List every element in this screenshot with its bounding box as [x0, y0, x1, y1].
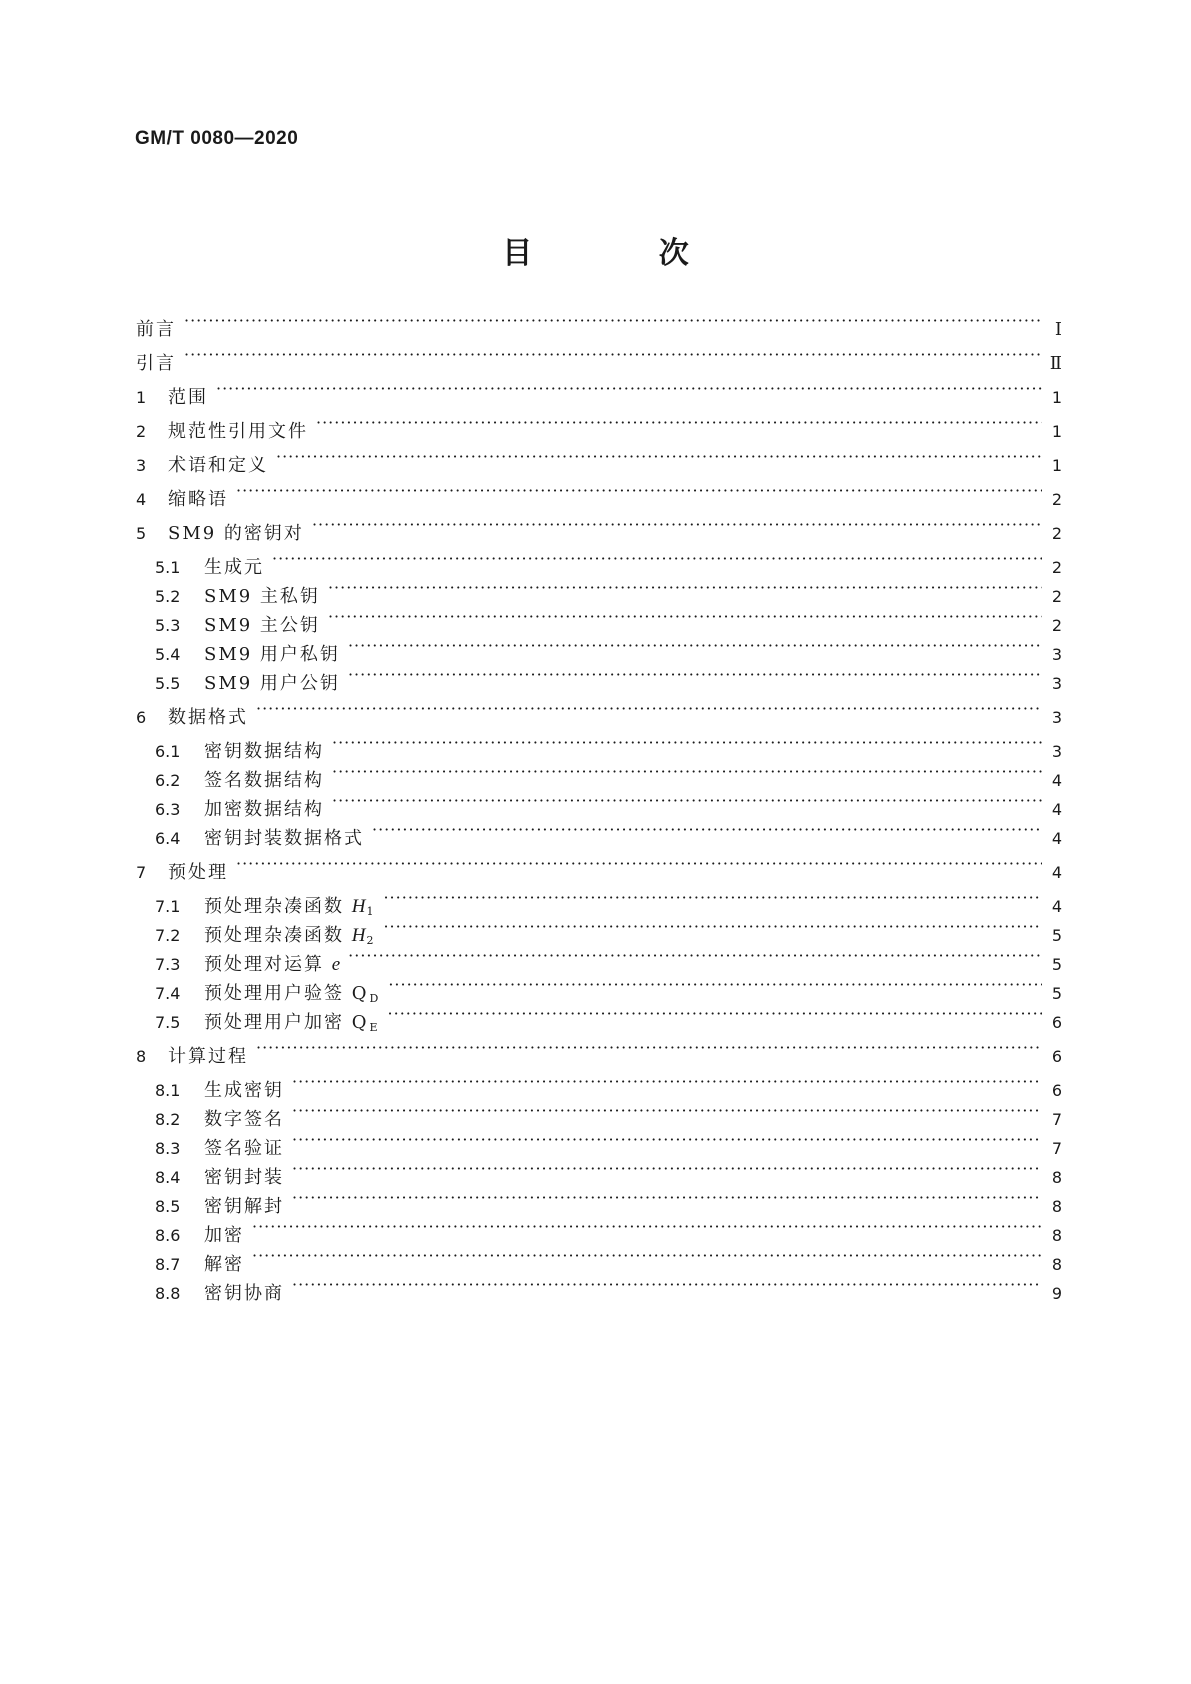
toc-entry-3[interactable] — [136, 443, 1062, 476]
toc-entry-title-text: 预处理杂凑函数 — [204, 925, 344, 946]
toc-leader-dots — [292, 1097, 1042, 1125]
toc-leader-dots — [256, 1034, 1042, 1062]
toc-entry-7-4[interactable] — [155, 971, 1062, 1005]
toc-leader-dots — [372, 816, 1042, 844]
toc-entry-title: 术语和定义 — [168, 455, 268, 476]
toc-entry-title-text: 预处理对运算 — [204, 954, 324, 975]
toc-entry-title: 生成密钥 — [204, 1080, 284, 1101]
toc-entry-title: SM9 的密钥对 — [168, 523, 304, 544]
toc-entry-page: 4 — [1051, 863, 1062, 882]
toc-leader-dots — [316, 409, 1042, 437]
toc-entry-page: 5 — [1051, 955, 1062, 974]
toc-entry-number: 8 — [136, 1047, 147, 1066]
toc-entry-number: 8.7 — [155, 1255, 181, 1274]
toc-entry-page: 2 — [1051, 558, 1062, 577]
toc-entry-title: 计算过程 — [168, 1046, 248, 1067]
toc-entry-title-text: 预处理杂凑函数 — [204, 896, 344, 917]
toc-entry-title: 密钥封装数据格式 — [204, 828, 364, 849]
toc-entry-page: 4 — [1051, 771, 1062, 790]
toc-entry-page: 2 — [1051, 587, 1062, 606]
toc-entry-page: 5 — [1051, 984, 1062, 1003]
toc-entry-page: 4 — [1051, 829, 1062, 848]
toc-entry-7-5[interactable] — [155, 1000, 1062, 1034]
toc-entry-number: 7.2 — [155, 926, 181, 945]
toc-entry-number: 5.4 — [155, 645, 181, 664]
toc-entry-page: 6 — [1051, 1081, 1062, 1100]
toc-entry-8[interactable] — [136, 1034, 1062, 1067]
toc-entry-page: 4 — [1051, 800, 1062, 819]
toc-entry-title: 解密 — [204, 1254, 244, 1275]
toc-entry-5[interactable] — [136, 511, 1062, 544]
toc-entry-1[interactable] — [136, 375, 1062, 408]
toc-entry-5-2[interactable] — [155, 574, 1062, 607]
toc-entry-number: 8.1 — [155, 1081, 181, 1100]
toc-entry-title: 生成元 — [204, 557, 264, 578]
toc-entry-title: 签名数据结构 — [204, 770, 324, 791]
toc-entry-page: 5 — [1051, 926, 1062, 945]
toc-entry-title: 数据格式 — [168, 707, 248, 728]
toc-entry-page: 3 — [1051, 708, 1062, 727]
document-code: GM/T 0080—2020 — [135, 128, 299, 149]
toc-entry-title: 签名验证 — [204, 1138, 284, 1159]
toc-leader-dots — [292, 1068, 1042, 1096]
math-subscript: E — [369, 1021, 380, 1034]
toc-leader-dots — [328, 603, 1042, 631]
toc-entry-7[interactable] — [136, 850, 1062, 883]
toc-entry-8-6[interactable] — [155, 1213, 1062, 1246]
math-symbol: H — [351, 896, 366, 917]
toc-leader-dots — [348, 942, 1042, 970]
math-symbol: Q — [351, 1012, 369, 1033]
toc-entry-title-text: 预处理用户验签 — [204, 983, 344, 1004]
toc-leader-dots — [184, 341, 1042, 369]
toc-entry-page: 2 — [1051, 616, 1062, 635]
toc-entry-page: 8 — [1051, 1226, 1062, 1245]
toc-leader-dots — [332, 787, 1042, 815]
toc-entry-number: 8.5 — [155, 1197, 181, 1216]
toc-entry-5-4[interactable] — [155, 632, 1062, 665]
toc-entry-page: 1 — [1051, 456, 1062, 475]
toc-entry-7-1[interactable] — [155, 884, 1062, 918]
toc-entry-number: 5.2 — [155, 587, 181, 606]
toc-leader-dots — [332, 758, 1042, 786]
toc-entry-8-5[interactable] — [155, 1184, 1062, 1217]
toc-entry-number: 5.3 — [155, 616, 181, 635]
math-symbol: H — [351, 925, 366, 946]
toc-entry-introduction[interactable] — [136, 341, 1062, 374]
toc-entry-page: 6 — [1051, 1013, 1062, 1032]
toc-entry-title: 密钥解封 — [204, 1196, 284, 1217]
toc-leader-dots — [276, 443, 1042, 471]
toc-leader-dots — [236, 850, 1042, 878]
toc-entry-number: 7.1 — [155, 897, 181, 916]
toc-entry-title: 加密 — [204, 1225, 244, 1246]
toc-entry-5-5[interactable] — [155, 661, 1062, 694]
toc-leader-dots — [292, 1126, 1042, 1154]
toc-leader-dots — [388, 1000, 1042, 1028]
toc-entry-title: 缩略语 — [168, 489, 228, 510]
toc-leader-dots — [184, 307, 1042, 335]
toc-entry-title: SM9 用户私钥 — [204, 644, 340, 665]
toc-entry-page: 4 — [1051, 897, 1062, 916]
toc-entry-title: 密钥协商 — [204, 1283, 284, 1304]
toc-entry-7-3[interactable] — [155, 942, 1062, 975]
toc-entry-title: 范围 — [168, 387, 208, 408]
toc-entry-number: 6.1 — [155, 742, 181, 761]
toc-entry-title: 规范性引用文件 — [168, 421, 308, 442]
toc-entry-4[interactable] — [136, 477, 1062, 510]
toc-entry-number: 7.3 — [155, 955, 181, 974]
toc-entry-number: 8.4 — [155, 1168, 181, 1187]
toc-entry-5-1[interactable] — [155, 545, 1062, 578]
toc-entry-number: 6 — [136, 708, 147, 727]
toc-entry-page: 9 — [1051, 1284, 1062, 1303]
toc-entry-page: 1 — [1051, 422, 1062, 441]
toc-entry-number: 7 — [136, 863, 147, 882]
toc-entry-page: 7 — [1051, 1110, 1062, 1129]
toc-entry-7-2[interactable] — [155, 913, 1062, 947]
toc-entry-number: 1 — [136, 388, 147, 407]
toc-leader-dots — [383, 913, 1042, 941]
toc-entry-page: 2 — [1051, 524, 1062, 543]
toc-entry-page: 3 — [1051, 645, 1062, 664]
toc-entry-6-2[interactable] — [155, 758, 1062, 791]
toc-leader-dots — [292, 1155, 1042, 1183]
toc-entry-number: 8.8 — [155, 1284, 181, 1303]
toc-entry-8-7[interactable] — [155, 1242, 1062, 1275]
toc-entry-page: 7 — [1051, 1139, 1062, 1158]
toc-entry-title: 预处理 — [168, 862, 228, 883]
toc-entry-page: 8 — [1051, 1255, 1062, 1274]
toc-entry-title: SM9 用户公钥 — [204, 673, 340, 694]
toc-leader-dots — [292, 1271, 1042, 1299]
toc-entry-title: 数字签名 — [204, 1109, 284, 1130]
toc-entry-number: 8.6 — [155, 1226, 181, 1245]
toc-entry-8-2[interactable] — [155, 1097, 1062, 1130]
toc-entry-6-1[interactable] — [155, 729, 1062, 762]
toc-title: 目 次 — [502, 236, 747, 271]
toc-leader-dots — [388, 971, 1042, 999]
toc-entry-number: 3 — [136, 456, 147, 475]
toc-leader-dots — [328, 574, 1042, 602]
toc-entry-number: 6.4 — [155, 829, 181, 848]
toc-entry-5-3[interactable] — [155, 603, 1062, 636]
math-subscript: 1 — [366, 905, 376, 918]
toc-entry-number: 8.2 — [155, 1110, 181, 1129]
toc-entry-number: 7.4 — [155, 984, 181, 1003]
toc-entry-page: 6 — [1051, 1047, 1062, 1066]
toc-entry-title: SM9 主私钥 — [204, 586, 320, 607]
math-symbol: e — [331, 954, 341, 975]
toc-entry-title: SM9 主公钥 — [204, 615, 320, 636]
toc-entry-title: 引言 — [136, 353, 176, 374]
toc-entry-2[interactable] — [136, 409, 1062, 442]
toc-entry-8-4[interactable] — [155, 1155, 1062, 1188]
toc-entry-page: 1 — [1051, 388, 1062, 407]
toc-entry-title: 密钥数据结构 — [204, 741, 324, 762]
toc-entry-number: 5.5 — [155, 674, 181, 693]
toc-leader-dots — [272, 545, 1042, 573]
toc-entry-number: 5 — [136, 524, 147, 543]
toc-leader-dots — [383, 884, 1042, 912]
toc-entry-6-4[interactable] — [155, 816, 1062, 849]
toc-leader-dots — [216, 375, 1042, 403]
toc-entry-page: 3 — [1051, 742, 1062, 761]
toc-leader-dots — [236, 477, 1042, 505]
math-subscript: 2 — [366, 934, 376, 947]
toc-entry-title: 前言 — [136, 319, 176, 340]
toc-entry-page: 8 — [1051, 1168, 1062, 1187]
toc-entry-page: Ⅰ — [1054, 319, 1062, 340]
toc-leader-dots — [332, 729, 1042, 757]
toc-entry-title-text: 预处理用户加密 — [204, 1012, 344, 1033]
toc-leader-dots — [292, 1184, 1042, 1212]
toc-entry-preface[interactable] — [136, 307, 1062, 340]
toc-entry-number: 4 — [136, 490, 147, 509]
toc-entry-6[interactable] — [136, 695, 1062, 728]
toc-entry-page: 8 — [1051, 1197, 1062, 1216]
toc-entry-number: 2 — [136, 422, 147, 441]
toc-entry-page: 2 — [1051, 490, 1062, 509]
math-symbol: Q — [351, 983, 369, 1004]
math-subscript: D — [369, 992, 381, 1005]
toc-entry-page: 3 — [1051, 674, 1062, 693]
toc-entry-number: 6.2 — [155, 771, 181, 790]
toc-entry-title: 密钥封装 — [204, 1167, 284, 1188]
toc-entry-8-3[interactable] — [155, 1126, 1062, 1159]
toc-entry-number: 5.1 — [155, 558, 181, 577]
toc-entry-title: 加密数据结构 — [204, 799, 324, 820]
toc-leader-dots — [252, 1213, 1042, 1241]
toc-leader-dots — [348, 632, 1042, 660]
toc-entry-number: 8.3 — [155, 1139, 181, 1158]
toc-leader-dots — [312, 511, 1042, 539]
toc-entry-number: 7.5 — [155, 1013, 181, 1032]
toc-entry-8-1[interactable] — [155, 1068, 1062, 1101]
toc-leader-dots — [348, 661, 1042, 689]
toc-entry-8-8[interactable] — [155, 1271, 1062, 1304]
toc-entry-page: Ⅱ — [1049, 353, 1062, 374]
toc-leader-dots — [256, 695, 1042, 723]
toc-leader-dots — [252, 1242, 1042, 1270]
toc-entry-number: 6.3 — [155, 800, 181, 819]
toc-entry-6-3[interactable] — [155, 787, 1062, 820]
